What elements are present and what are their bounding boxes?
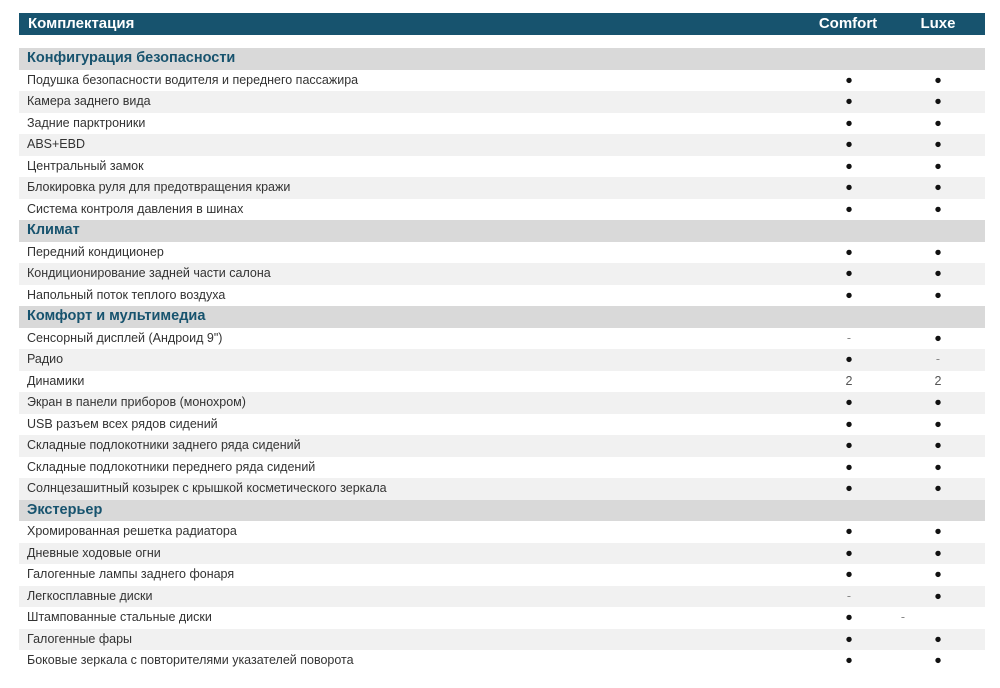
section-title: Климат [27, 222, 80, 238]
luxe-value: ● [934, 158, 942, 173]
feature-label: Блокировка руля для предотвращения кражи [27, 180, 291, 194]
comfort-value: ● [845, 266, 853, 280]
feature-label: Центральный замок [27, 158, 144, 173]
feature-label: Напольный поток теплого воздуха [27, 287, 226, 302]
comfort-value: ● [845, 94, 853, 108]
feature-label: Штампованные стальные диски [27, 610, 212, 624]
feature-label: Сенсорный дисплей (Андроид 9") [27, 330, 223, 345]
luxe-value: ● [934, 137, 942, 151]
header-comfort: Comfort [818, 15, 878, 32]
luxe-value: ● [934, 395, 942, 409]
table-row [19, 285, 985, 307]
luxe-value: ● [934, 438, 942, 452]
comfort-value: ● [845, 201, 853, 216]
comfort-value: ● [845, 524, 853, 538]
luxe-value: ● [934, 631, 942, 646]
feature-label: USB разъем всех рядов сидений [27, 416, 218, 431]
comfort-value: ● [845, 244, 853, 259]
table-row [19, 457, 985, 479]
section-title: Конфигурация безопасности [27, 50, 236, 66]
luxe-value: ● [934, 330, 942, 345]
feature-label: Динамики [27, 373, 85, 388]
comfort-value: ● [845, 459, 853, 474]
feature-label: Складные подлокотники заднего ряда сидений [27, 438, 301, 452]
feature-label: ABS+EBD [27, 137, 86, 151]
table-row [19, 349, 985, 371]
header-luxe: Luxe [920, 15, 956, 32]
section-header [19, 306, 985, 328]
table-row [19, 113, 985, 135]
luxe-value: ● [934, 72, 942, 87]
feature-label: Солнцезашитный козырек с крышкой косметического зеркала [27, 481, 387, 495]
luxe-value: ● [934, 94, 942, 108]
table-row [19, 650, 985, 672]
table-row [19, 263, 985, 285]
comfort-value: - [846, 330, 852, 345]
feature-label: Система контроля давления в шинах [27, 201, 244, 216]
table-row [19, 543, 985, 565]
luxe-value: ● [934, 115, 942, 130]
section-header [19, 48, 985, 70]
luxe-value: ● [934, 287, 942, 302]
table-row [19, 607, 985, 629]
section-title: Комфорт и мультимедиа [27, 308, 206, 324]
table-row [19, 371, 985, 393]
luxe-value: ● [934, 266, 942, 280]
table-row [19, 478, 985, 500]
section-header [19, 500, 985, 522]
luxe-value: ● [934, 416, 942, 431]
feature-label: Галогенные лампы заднего фонаря [27, 567, 235, 581]
feature-label: Галогенные фары [27, 631, 133, 646]
table-row [19, 91, 985, 113]
comfort-value: ● [845, 481, 853, 495]
comfort-value: ● [845, 545, 853, 560]
luxe-value: ● [934, 545, 942, 560]
section-title: Экстерьер [27, 501, 103, 518]
table-row [19, 242, 985, 264]
feature-label: Боковые зеркала с повторителями указателей поворота [27, 653, 354, 667]
comfort-value: ● [845, 395, 853, 409]
feature-label: Легкосплавные диски [27, 588, 153, 603]
comfort-value: 2 [845, 373, 853, 388]
table-row [19, 564, 985, 586]
feature-label: Складные подлокотники переднего ряда сидений [27, 459, 316, 474]
comfort-value: - [846, 588, 852, 603]
table-row [19, 414, 985, 436]
table-header [19, 13, 985, 35]
comfort-value: ● [845, 653, 853, 667]
comfort-value: ● [845, 137, 853, 151]
header-title: Комплектация [28, 15, 135, 32]
feature-label: Радио [27, 352, 64, 366]
feature-label: Подушка безопасности водителя и переднего пассажира [27, 72, 359, 87]
table-row [19, 134, 985, 156]
feature-label: Кондиционирование задней части салона [27, 266, 271, 280]
luxe-value: ● [934, 481, 942, 495]
comfort-value: ● [845, 72, 853, 87]
comfort-value: ● [845, 180, 853, 194]
feature-label: Экран в панели приборов (монохром) [27, 395, 246, 409]
luxe-value: ● [934, 180, 942, 194]
table-row [19, 177, 985, 199]
feature-label: Камера заднего вида [27, 94, 151, 108]
comfort-value: ● [845, 631, 853, 646]
table-row [19, 586, 985, 608]
table-row [19, 156, 985, 178]
comfort-value: ● [845, 158, 853, 173]
luxe-value: ● [934, 524, 942, 538]
comfort-value: ● [845, 287, 853, 302]
comfort-value: ● [845, 352, 853, 366]
table-row [19, 199, 985, 221]
comfort-value: ● [845, 416, 853, 431]
luxe-value: 2 [934, 373, 942, 388]
section-header [19, 220, 985, 242]
luxe-value: ● [934, 244, 942, 259]
luxe-value: ● [934, 459, 942, 474]
table-row [19, 328, 985, 350]
table-row [19, 70, 985, 92]
comfort-value: ● [845, 567, 853, 581]
extra-value: - [900, 610, 906, 624]
equipment-table [19, 48, 985, 672]
feature-label: Задние парктроники [27, 115, 146, 130]
table-row [19, 629, 985, 651]
luxe-value: - [935, 352, 941, 366]
feature-label: Хромированная решетка радиатора [27, 524, 237, 538]
luxe-value: ● [934, 567, 942, 581]
comfort-value: ● [845, 610, 853, 624]
comfort-value: ● [845, 115, 853, 130]
luxe-value: ● [934, 588, 942, 603]
feature-label: Передний кондиционер [27, 244, 164, 259]
table-row [19, 435, 985, 457]
feature-label: Дневные ходовые огни [27, 545, 161, 560]
table-row [19, 521, 985, 543]
table-row [19, 392, 985, 414]
luxe-value: ● [934, 201, 942, 216]
comfort-value: ● [845, 438, 853, 452]
luxe-value: ● [934, 653, 942, 667]
